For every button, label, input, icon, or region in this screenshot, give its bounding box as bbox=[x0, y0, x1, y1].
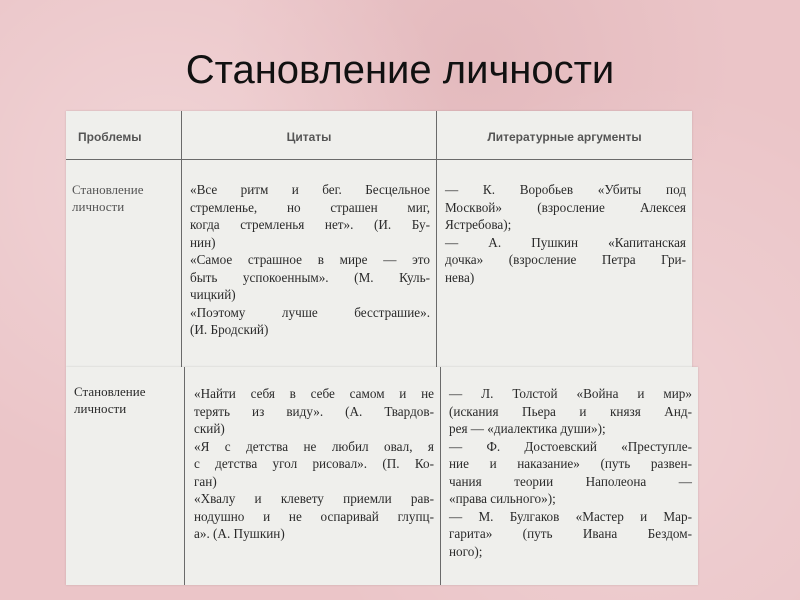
quote-line: когда стремленья нет». (И. Бу- bbox=[190, 217, 430, 232]
argument-line: — Ф. Достоевский «Преступле- bbox=[449, 438, 692, 454]
header-arguments: Литературные аргументы bbox=[487, 130, 642, 144]
argument-line: чания теории Наполеона — bbox=[449, 473, 692, 489]
arguments-cell bbox=[439, 179, 692, 288]
quote-line: нодушно и не оспаривай глупц- bbox=[194, 508, 434, 524]
header-problems: Проблемы bbox=[78, 130, 142, 144]
quote-line: нин) bbox=[190, 234, 216, 250]
quote-line: стремленье, но страшен миг, bbox=[190, 199, 430, 215]
argument-line: ние и наказание» (путь развен- bbox=[449, 456, 692, 471]
header-quotes: Цитаты bbox=[286, 130, 332, 144]
argument-line: «права сильного»); bbox=[449, 491, 556, 506]
quotes-cell bbox=[184, 179, 436, 341]
quote-line: «Найти себя в себе самом и не bbox=[194, 386, 434, 401]
argument-line: нева) bbox=[445, 269, 475, 285]
header-divider bbox=[66, 159, 692, 160]
quote-line: терять из виду». (А. Твардов- bbox=[194, 403, 434, 419]
problem-line: личности bbox=[72, 199, 125, 214]
problem-line: Становление bbox=[74, 384, 146, 399]
problem-cell bbox=[66, 179, 181, 217]
column-divider bbox=[181, 111, 182, 367]
quote-line: ский) bbox=[194, 421, 225, 436]
quote-line: «Все ритм и бег. Бесцельное bbox=[190, 182, 430, 197]
problem-cell bbox=[68, 381, 184, 419]
quote-line: (И. Бродский) bbox=[190, 322, 269, 337]
quote-line: «Я с детства не любил овал, я bbox=[194, 438, 434, 454]
problem-line: личности bbox=[74, 401, 127, 416]
column-divider bbox=[436, 111, 437, 367]
page-title: Становление личности bbox=[185, 48, 615, 92]
column-divider bbox=[440, 367, 441, 585]
arguments-cell bbox=[443, 383, 698, 562]
table-fragment-1 bbox=[66, 111, 692, 367]
problem-line: Становление bbox=[72, 182, 144, 197]
quote-line: ган) bbox=[194, 473, 217, 489]
argument-line: дочка» (взросление Петра Гри- bbox=[445, 252, 686, 267]
argument-line: Ястребова); bbox=[445, 217, 512, 232]
column-divider bbox=[184, 367, 185, 585]
argument-line: — М. Булгаков «Мастер и Мар- bbox=[449, 508, 692, 524]
argument-line: гарита» (путь Ивана Бездом- bbox=[449, 526, 692, 541]
argument-line: Москвой» (взросление Алексея bbox=[445, 199, 686, 215]
table-fragment-2 bbox=[66, 367, 698, 585]
argument-line: ного); bbox=[449, 543, 483, 559]
quotes-cell bbox=[188, 383, 440, 545]
quote-line: «Самое страшное в мире — это bbox=[190, 252, 430, 267]
argument-line: (искания Пьера и князя Анд- bbox=[449, 403, 692, 419]
quote-line: «Поэтому лучше бесстрашие». bbox=[190, 304, 430, 320]
argument-line: — А. Пушкин «Капитанская bbox=[445, 234, 686, 250]
argument-line: — К. Воробьев «Убиты под bbox=[445, 182, 686, 197]
quote-line: чицкий) bbox=[190, 287, 236, 302]
argument-line: — Л. Толстой «Война и мир» bbox=[449, 386, 692, 401]
quote-line: «Хвалу и клевету приемли рав- bbox=[194, 491, 434, 506]
quote-line: быть успокоенным». (М. Куль- bbox=[190, 269, 430, 285]
argument-line: рея — «диалектика души»); bbox=[449, 421, 606, 436]
quote-line: с детства угол рисовал». (П. Ко- bbox=[194, 456, 434, 471]
quote-line: а». (А. Пушкин) bbox=[194, 526, 285, 541]
